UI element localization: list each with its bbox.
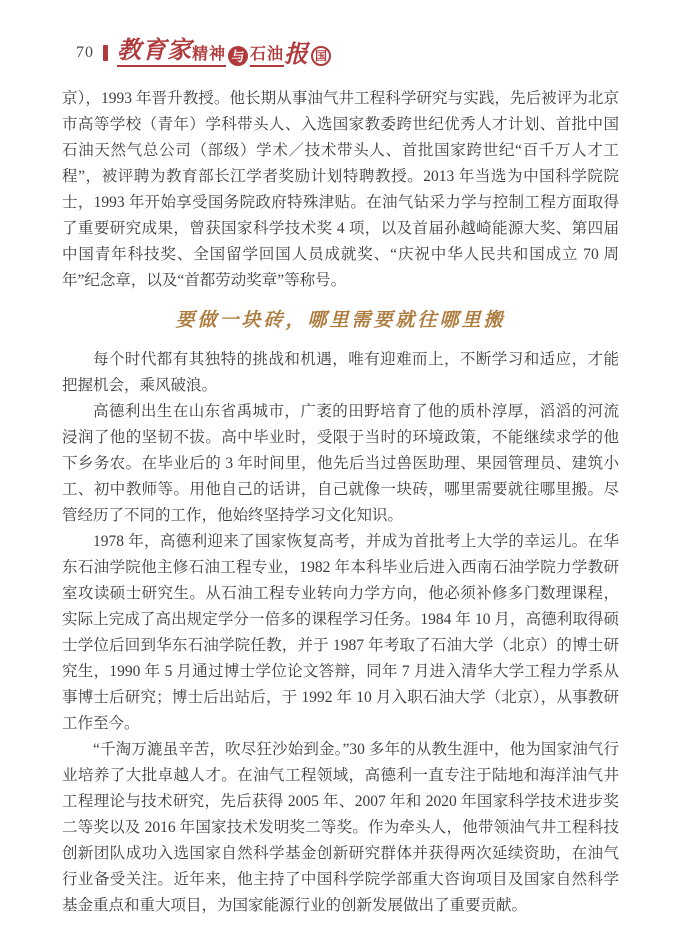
- paragraph: 高德利出生在山东省禹城市，广袤的田野培育了他的质朴淳厚，滔滔的河流浸润了他的坚韧不拔。高中毕业时，受限于当时的环境政策，不能继续求学的他下乡务农。在毕业后的 3 年时间里，他先后当过兽医助理、果园管理员、建筑小工、初中教师等。用他自己的话讲，自己就像一块砖，哪里需要就往哪里搬。尽管经历了不同的工作，他始终坚持学习文化知识。: [62, 403, 619, 524]
- header-divider-bar: [103, 45, 108, 61]
- article-body: [62, 86, 619, 919]
- paragraph: 1978 年，高德利迎来了国家恢复高考，并成为首批考上大学的幸运儿。在华东石油学院他主修石油工程专业，1982 年本科毕业后进入西南石油学院力学教研室攻读硕士研究生。从石油工程专业转向力学方向，他必须补修多门数理课程，实际上完成了高出规定学分一倍多的课程学习任务。1984 年 10 月，高德利取得硕士学位后回到华东石油学院任教，并于 1987 年考取了石油大学（北京）的博士研究生，1990 年 5 月通过博士学位论文答辩，同年 7 月进入清华大学工程力学系从事博士后研究；博士后出站后，于 1992 年 10 月入职石油大学（北京），从事教研工作至今。: [62, 533, 619, 732]
- logo-text-shiyou: 石油: [250, 47, 284, 67]
- page-number: 70: [76, 44, 94, 61]
- logo-text-bao: 报: [284, 42, 310, 68]
- section-heading: 要做一块砖，哪里需要就往哪里搬: [175, 310, 506, 331]
- chapter-logo: [117, 39, 331, 67]
- logo-text-jingshen: 精神: [192, 47, 226, 67]
- logo-text-jiaoyujia: 教育家: [117, 39, 192, 67]
- yu-circle-badge-icon: 与: [228, 46, 248, 66]
- paragraph: 每个时代都有其独特的挑战和机遇，唯有迎难而上，不断学习和适应，才能把握机会，乘风破浪。: [62, 351, 619, 394]
- paragraph-intro-continuation: 京），1993 年晋升教授。他长期从事油气井工程科学研究与实践，先后被评为北京市高等学校（青年）学科带头人、入选国家教委跨世纪优秀人才计划、首批中国石油天然气总公司（部级）学术／技术带头人、首批国家跨世纪“百千万人才工程”，被评聘为教育部长江学者奖励计划特聘教授。2013 年当选为中国科学院院士，1993 年开始享受国务院政府特殊津贴。在油气钻采力学与控制工程方面取得了重要研究成果，曾获国家科学技术奖 4 项，以及首届孙越崎能源大奖、第四届中国青年科技奖、全国留学回国人员成就奖、“庆祝中华人民共和国成立 70 周年”纪念章，以及“首都劳动奖章”等称号。: [62, 90, 619, 289]
- guo-seal-icon: 国: [311, 46, 331, 66]
- running-head: [76, 36, 331, 70]
- paragraph: “千淘万漉虽辛苦，吹尽狂沙始到金。”30 多年的从教生涯中，他为国家油气行业培养了大批卓越人才。在油气工程领域，高德利一直专注于陆地和海洋油气井工程理论与技术研究，先后获得 2005 年、2007 年和 2020 年国家科学技术进步奖二等奖以及 2016 年国家技术发明奖二等奖。作为牵头人，他带领油气井工程科技创新团队成功入选国家自然科学基金创新研究群体并获得两次延续资助，在油气行业备受关注。近年来，他主持了中国科学院学部重大咨询项目及国家自然科学基金重点和重大项目，为国家能源行业的创新发展做出了重要贡献。: [62, 741, 619, 914]
